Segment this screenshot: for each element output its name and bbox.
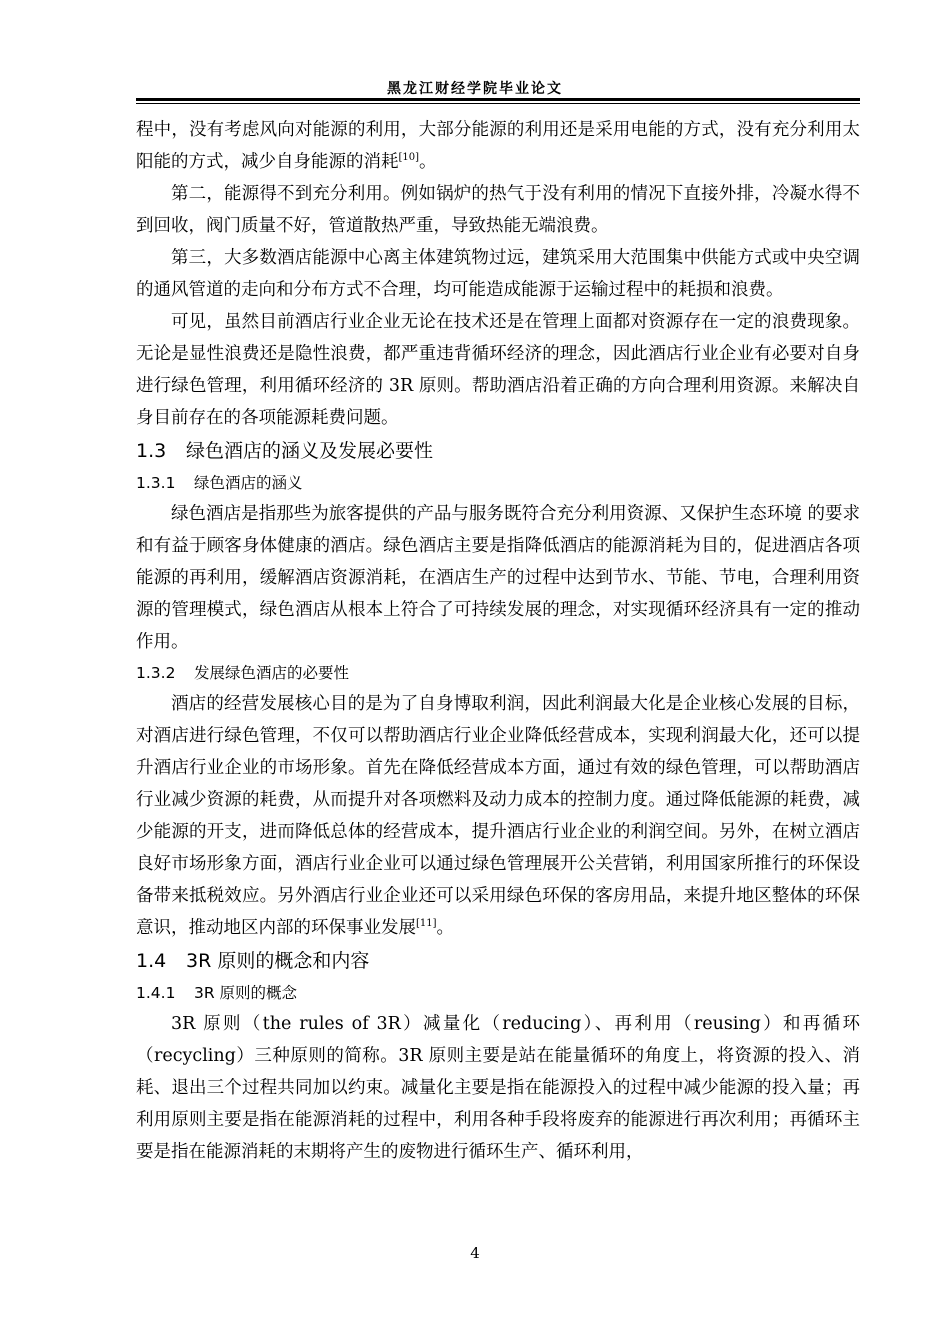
paragraph-green-hotel-definition: 绿色酒店是指那些为旅客提供的产品与服务既符合充分利用资源、又保护生态环境 的要求和有益于顾客身体健康的酒店。绿色酒店主要是指降低酒店的能源消耗为目的，促进酒店各项能源的再利用，缓解酒店资源消耗，在酒店生产的过程中达到节水、节能、节电，合理利用资源的管理模式，绿色酒店从根本上符合了可持续发展的理念，对实现循环经济具有一定的推动作用。 <box>136 504 860 652</box>
paragraph-3r-concept: 3R 原则（the rules of 3R）减量化（reducing）、再利用（reusing）和再循环（recycling）三种原则的简称。3R 原则主要是站在能量循环的角度上，将资源的投入、消耗、退出三个过程共同加以约束。减量化主要是指在能源投入的过程中减少能源的投入量；再利用原则主要是指在能源消耗的过程中，利用各种手段将废弃的能源进行再次利用；再循环主要是指在能源消耗的末期将产生的废物进行循环生产、循环利用， <box>136 1014 860 1162</box>
paragraph-energy-use: 程中，没有考虑风向对能源的利用，大部分能源的利用还是采用电能的方式，没有充分利用太阳能的方式，减少自身能源的消耗[10]。 <box>136 120 860 172</box>
section-heading-1-3: 1.3 绿色酒店的涵义及发展必要性 <box>136 440 434 462</box>
subsection-heading-1-3-2: 1.3.2 发展绿色酒店的必要性 <box>136 664 350 682</box>
paragraph-conclusion: 可见，虽然目前酒店行业企业无论在技术还是在管理上面都对资源存在一定的浪费现象。无论是显性浪费还是隐性浪费，都严重违背循环经济的理念，因此酒店行业企业有必要对自身进行绿色管理，利用循环经济的 3R 原则。帮助酒店沿着正确的方向合理利用资源。来解决自身目前存在的各项能源耗费问题。 <box>136 312 860 428</box>
paragraph-third-point: 第三，大多数酒店能源中心离主体建筑物过远，建筑采用大范围集中供能方式或中央空调的通风管道的走向和分布方式不合理，均可能造成能源于运输过程中的耗损和浪费。 <box>136 248 860 300</box>
subsection-heading-1-4-1: 1.4.1 3R 原则的概念 <box>136 984 298 1002</box>
header-rule-thick <box>136 98 860 101</box>
header-rule-thin <box>136 103 860 104</box>
paragraph-necessity: 酒店的经营发展核心目的是为了自身博取利润，因此利润最大化是企业核心发展的目标，对酒店进行绿色管理，不仅可以帮助酒店行业企业降低经营成本，实现利润最大化，还可以提升酒店行业企业的市场形象。首先在降低经营成本方面，通过有效的绿色管理，可以帮助酒店行业减少资源的耗费，从而提升对各项燃料及动力成本的控制力度。通过降低能源的耗费，减少能源的开支，进而降低总体的经营成本，提升酒店行业企业的利润空间。另外，在树立酒店良好市场形象方面，酒店行业企业可以通过绿色管理展开公关营销，利用国家所推行的环保设备带来抵税效应。另外酒店行业企业还可以采用绿色环保的客房用品，来提升地区整体的环保意识，推动地区内部的环保事业发展[11]。 <box>136 694 860 938</box>
citation-ref: [10] <box>398 152 420 164</box>
paragraph-second-point: 第二，能源得不到充分利用。例如锅炉的热气于没有利用的情况下直接外排，冷凝水得不到回收，阀门质量不好，管道散热严重，导致热能无端浪费。 <box>136 184 860 236</box>
page-body <box>136 114 860 1168</box>
running-header-title: 黑龙江财经学院毕业论文 <box>387 81 563 97</box>
section-heading-1-4: 1.4 3R 原则的概念和内容 <box>136 950 370 972</box>
citation-ref: [11] <box>416 918 437 930</box>
subsection-heading-1-3-1: 1.3.1 绿色酒店的涵义 <box>136 474 303 492</box>
page-number: 4 <box>470 1244 480 1262</box>
